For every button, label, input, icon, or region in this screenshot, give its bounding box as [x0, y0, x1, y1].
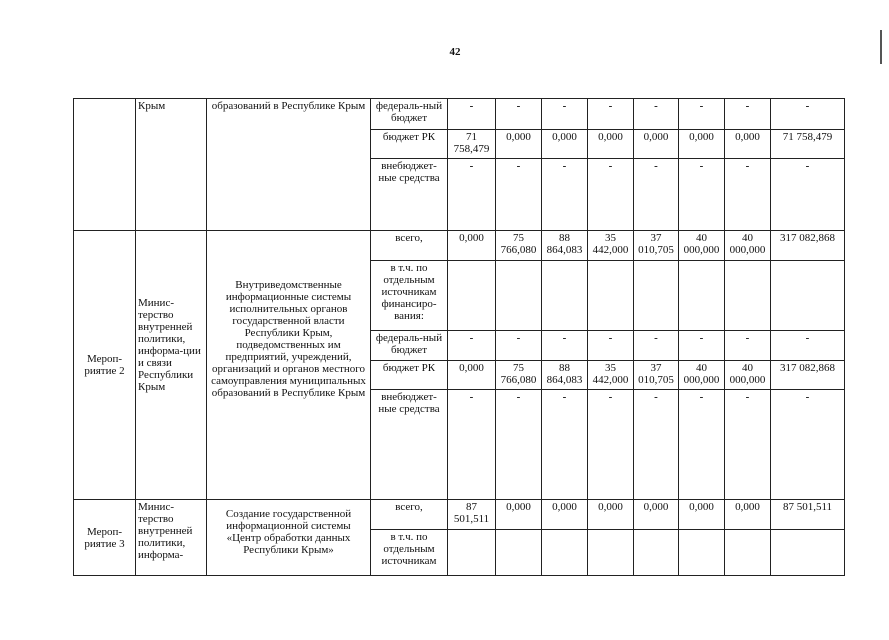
empty-value-dash: - — [725, 99, 771, 130]
empty-value-dash: - — [634, 390, 679, 500]
empty-value-dash: - — [588, 390, 634, 500]
empty-cell — [679, 261, 725, 331]
value-cell: 0,000 — [542, 130, 588, 159]
value-cell: 40 000,000 — [679, 231, 725, 261]
empty-cell — [634, 261, 679, 331]
empty-value-dash: - — [542, 390, 588, 500]
empty-value-dash: - — [771, 390, 845, 500]
empty-value-dash: - — [679, 159, 725, 231]
value-cell: 0,000 — [496, 500, 542, 530]
empty-value-dash: - — [588, 331, 634, 361]
empty-value-dash: - — [542, 331, 588, 361]
funding-source-cell: внебюджет-ные средства — [371, 390, 448, 500]
empty-value-dash: - — [771, 99, 845, 130]
empty-cell — [496, 261, 542, 331]
value-cell: 37 010,705 — [634, 231, 679, 261]
value-cell: 0,000 — [634, 130, 679, 159]
empty-value-dash: - — [634, 99, 679, 130]
empty-cell — [725, 261, 771, 331]
empty-value-dash: - — [771, 159, 845, 231]
value-cell: 0,000 — [448, 361, 496, 390]
empty-cell — [771, 530, 845, 576]
empty-value-dash: - — [679, 99, 725, 130]
empty-value-dash: - — [679, 331, 725, 361]
empty-cell — [448, 261, 496, 331]
responsible-org-cell: Минис-терство внутренней политики, информа-ции и связи Республики Крым — [136, 231, 207, 500]
empty-cell — [725, 530, 771, 576]
value-cell: 37 010,705 — [634, 361, 679, 390]
value-cell: 40 000,000 — [725, 231, 771, 261]
value-cell: 40 000,000 — [679, 361, 725, 390]
empty-cell — [679, 530, 725, 576]
empty-cell — [448, 530, 496, 576]
funding-source-cell: всего, — [371, 231, 448, 261]
empty-value-dash: - — [679, 390, 725, 500]
value-cell: 75 766,080 — [496, 361, 542, 390]
value-cell: 88 864,083 — [542, 361, 588, 390]
empty-value-dash: - — [542, 159, 588, 231]
empty-value-dash: - — [588, 159, 634, 231]
empty-value-dash: - — [448, 390, 496, 500]
value-cell: 0,000 — [588, 130, 634, 159]
funding-source-cell: внебюджет-ные средства — [371, 159, 448, 231]
empty-cell — [542, 530, 588, 576]
empty-cell — [588, 261, 634, 331]
value-cell: 0,000 — [496, 130, 542, 159]
value-cell: 0,000 — [588, 500, 634, 530]
empty-cell — [771, 261, 845, 331]
value-cell: 40 000,000 — [725, 361, 771, 390]
empty-cell — [542, 261, 588, 331]
event-name-cell: образований в Республике Крым — [207, 99, 371, 231]
value-cell: 317 082,868 — [771, 361, 845, 390]
empty-value-dash: - — [725, 331, 771, 361]
value-cell: 87 501,511 — [771, 500, 845, 530]
value-cell: 35 442,000 — [588, 231, 634, 261]
value-cell: 75 766,080 — [496, 231, 542, 261]
value-cell: 0,000 — [725, 500, 771, 530]
empty-value-dash: - — [588, 99, 634, 130]
empty-cell — [634, 530, 679, 576]
empty-value-dash: - — [496, 99, 542, 130]
funding-source-cell: в т.ч. по отдельным источникам — [371, 530, 448, 576]
table-row — [74, 99, 845, 130]
page-number: 42 — [449, 46, 461, 58]
value-cell: 0,000 — [725, 130, 771, 159]
empty-value-dash: - — [448, 331, 496, 361]
empty-value-dash: - — [542, 99, 588, 130]
funding-source-cell: всего, — [371, 500, 448, 530]
funding-source-cell: в т.ч. по отдельным источникам финансиро-вания: — [371, 261, 448, 331]
value-cell: 0,000 — [542, 500, 588, 530]
value-cell: 0,000 — [679, 130, 725, 159]
event-cell — [74, 99, 136, 231]
value-cell: 35 442,000 — [588, 361, 634, 390]
empty-value-dash: - — [448, 159, 496, 231]
empty-value-dash: - — [725, 159, 771, 231]
empty-value-dash: - — [725, 390, 771, 500]
responsible-org-cell: Крым — [136, 99, 207, 231]
value-cell: 71 758,479 — [448, 130, 496, 159]
value-cell: 317 082,868 — [771, 231, 845, 261]
funding-source-cell: бюджет РК — [371, 361, 448, 390]
value-cell: 0,000 — [634, 500, 679, 530]
responsible-org-cell: Минис-терство внутренней политики, информа- — [136, 500, 207, 576]
funding-source-cell: федераль-ный бюджет — [371, 99, 448, 130]
event-name-cell: Создание государственной информационной системы «Центр обработки данных Республики Крым» — [207, 500, 371, 576]
empty-value-dash: - — [496, 390, 542, 500]
empty-value-dash: - — [634, 331, 679, 361]
funding-source-cell: бюджет РК — [371, 130, 448, 159]
value-cell: 88 864,083 — [542, 231, 588, 261]
event-cell: Мероп-риятие 3 — [74, 500, 136, 576]
margin-mark — [880, 30, 882, 64]
empty-value-dash: - — [496, 159, 542, 231]
budget-table — [73, 98, 845, 576]
empty-value-dash: - — [634, 159, 679, 231]
table-row — [74, 500, 845, 530]
funding-source-cell: федераль-ный бюджет — [371, 331, 448, 361]
value-cell: 87 501,511 — [448, 500, 496, 530]
value-cell: 71 758,479 — [771, 130, 845, 159]
value-cell: 0,000 — [448, 231, 496, 261]
value-cell: 0,000 — [679, 500, 725, 530]
event-cell: Мероп-риятие 2 — [74, 231, 136, 500]
empty-value-dash: - — [448, 99, 496, 130]
empty-cell — [588, 530, 634, 576]
empty-value-dash: - — [771, 331, 845, 361]
event-name-cell: Внутриведомственные информационные системы исполнительных органов государственной власти Республики Крым, подведомственных им предприятий, учреждений, организаций и органов местного самоуправления муниципальных образований в Республике Крым — [207, 231, 371, 500]
empty-value-dash: - — [496, 331, 542, 361]
empty-cell — [496, 530, 542, 576]
table-row — [74, 231, 845, 261]
